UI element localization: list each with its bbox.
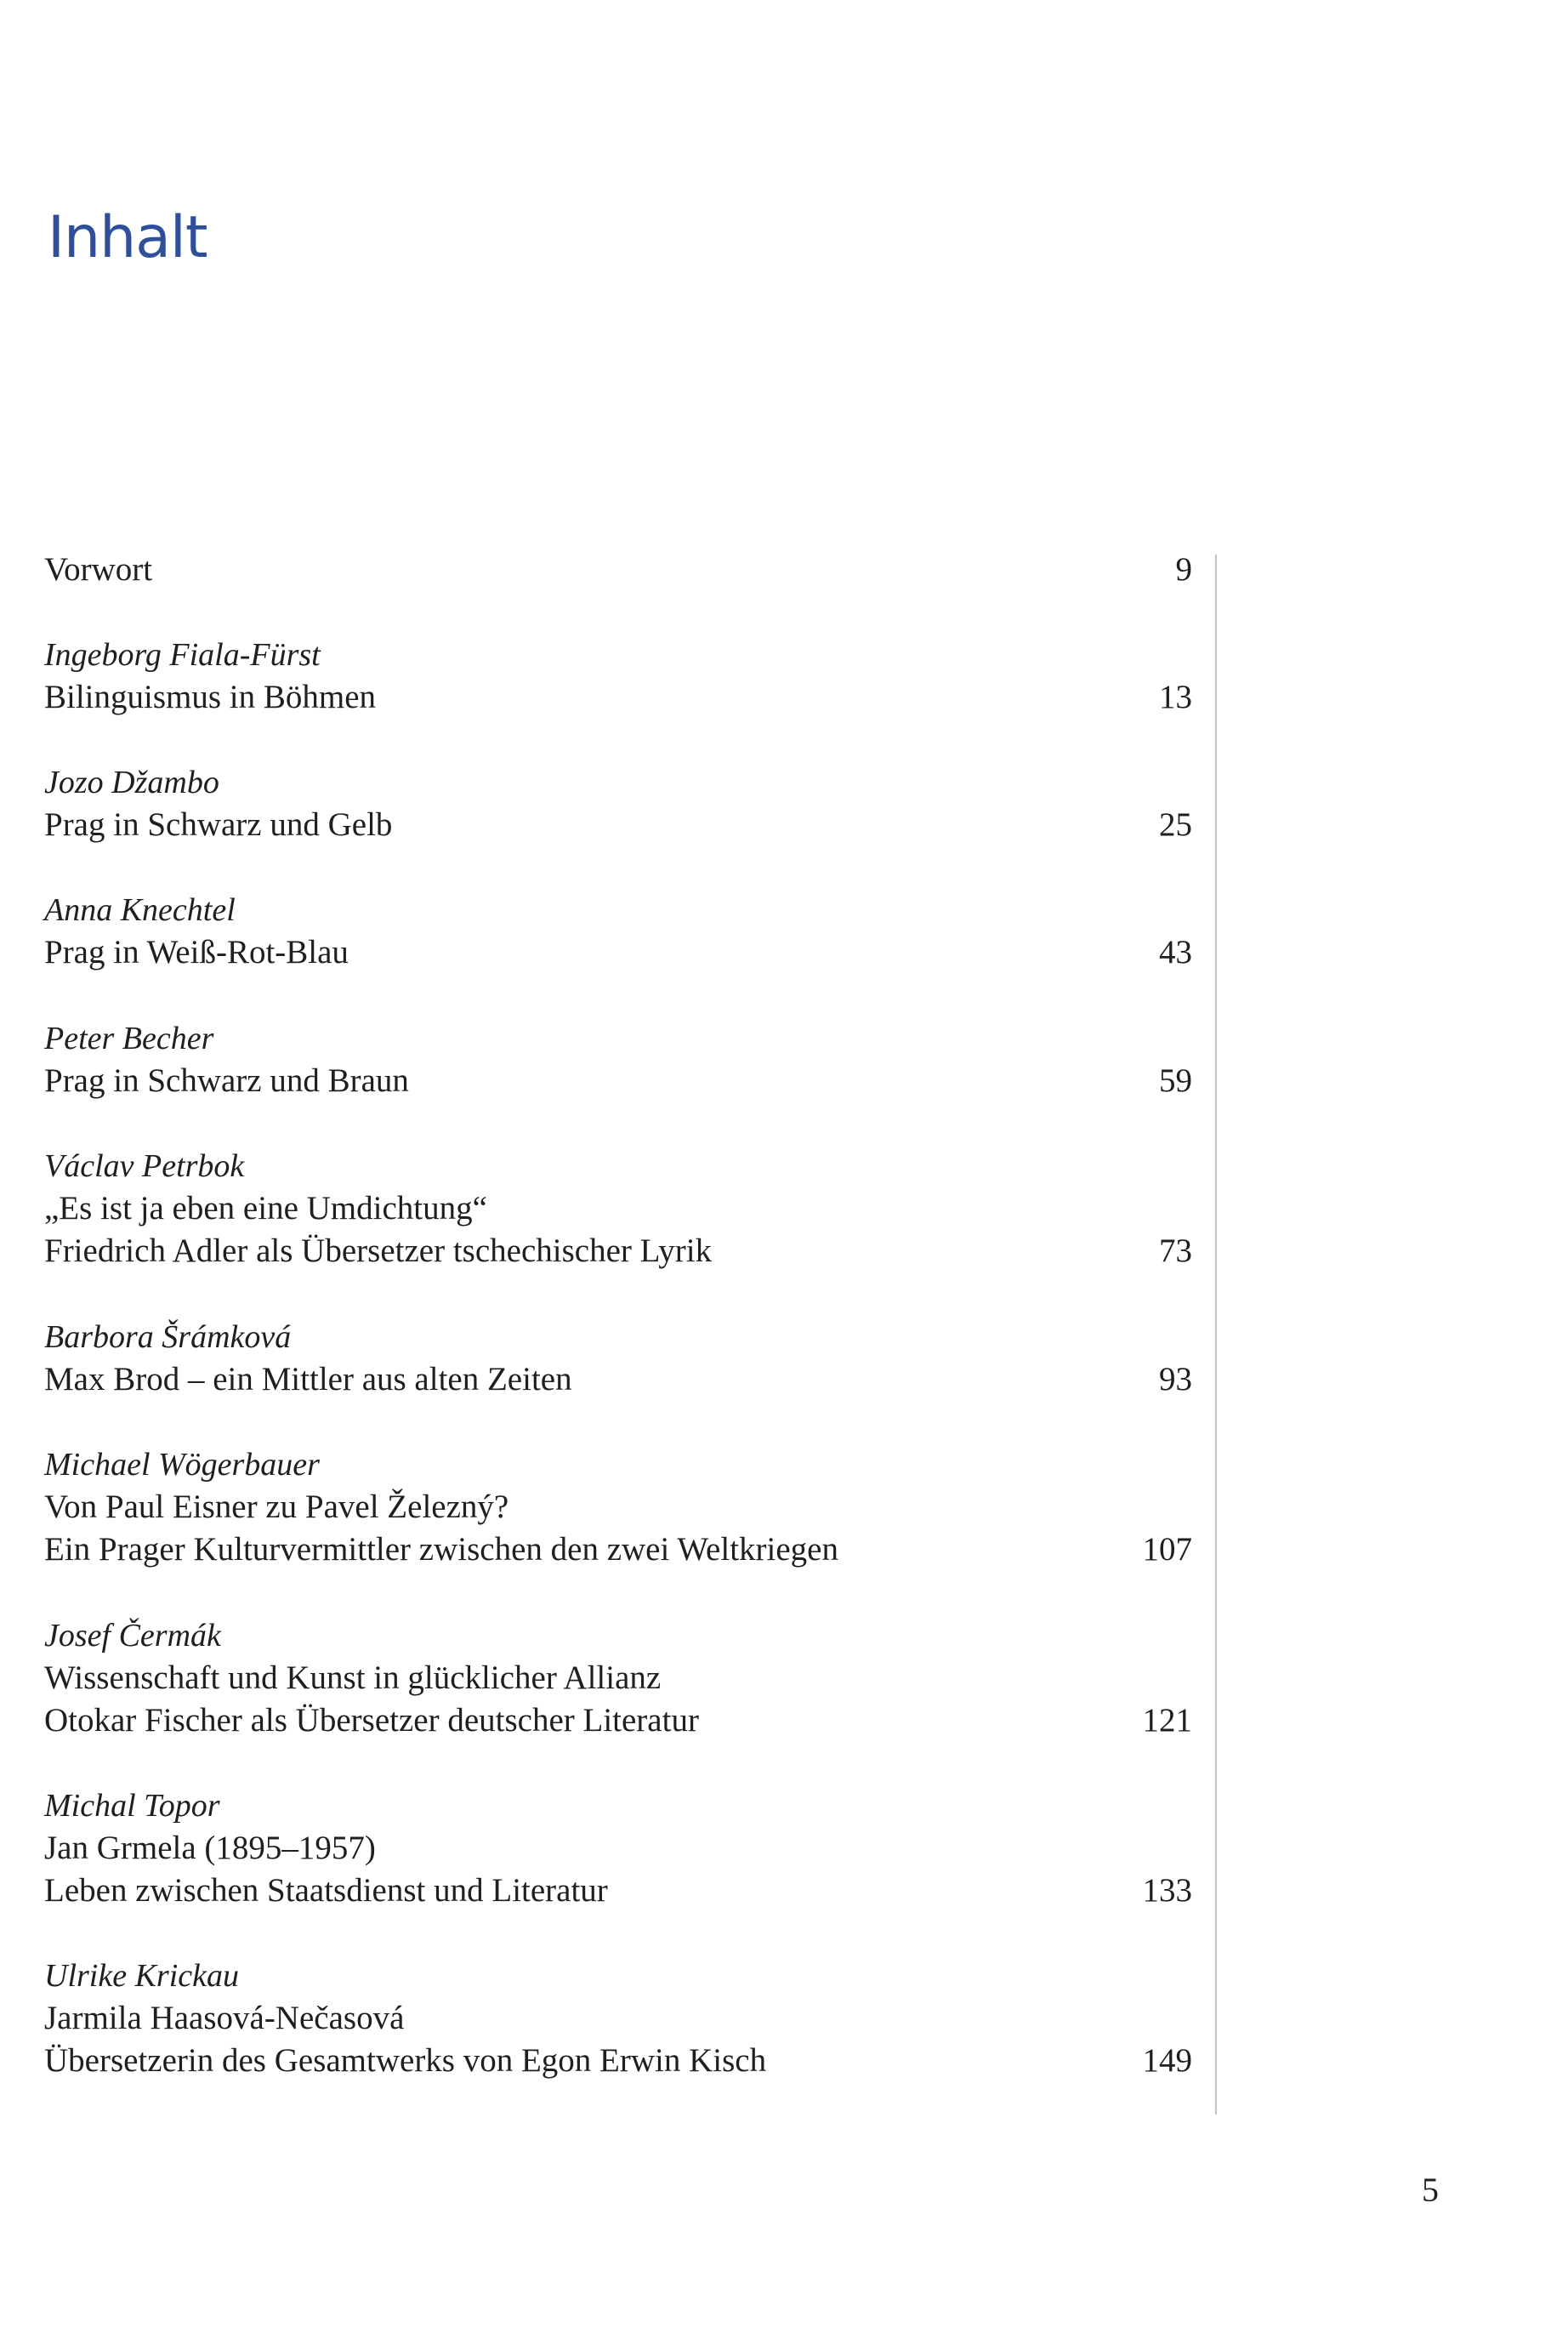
toc-entry xyxy=(44,549,1192,591)
entry-author: Peter Becher xyxy=(44,1021,214,1056)
entry-page-number: 93 xyxy=(1159,1361,1192,1397)
entry-subtitle: Otokar Fischer als Übersetzer deutscher Literatur xyxy=(44,1702,699,1739)
entry-title: Vorwort xyxy=(44,551,153,588)
toc-entry xyxy=(44,761,1192,846)
toc-line xyxy=(44,1060,1192,1102)
entry-author: Anna Knechtel xyxy=(44,892,236,928)
entry-page-number: 121 xyxy=(1142,1702,1192,1739)
toc-line xyxy=(44,1358,1192,1401)
toc-line xyxy=(44,1997,1192,2040)
entry-subtitle: Leben zwischen Staatsdienst und Literatur xyxy=(44,1872,608,1909)
toc-line xyxy=(44,1187,1192,1230)
entry-title: „Es ist ja eben eine Umdichtung“ xyxy=(44,1190,487,1227)
entry-author: Michal Topor xyxy=(44,1788,220,1824)
toc-line xyxy=(44,549,1192,591)
entry-author: Ingeborg Fiala-Fürst xyxy=(44,637,321,673)
page-number-rule xyxy=(1215,555,1217,2115)
entry-title: Max Brod – ein Mittler aus alten Zeiten xyxy=(44,1361,572,1397)
entry-page-number: 107 xyxy=(1142,1531,1192,1568)
toc-line xyxy=(44,2040,1192,2082)
entry-title: Jarmila Haasová-Nečasová xyxy=(44,2000,405,2036)
folio-page-number: 5 xyxy=(1422,2171,1439,2209)
entry-title: Jan Grmela (1895–1957) xyxy=(44,1830,376,1866)
entry-page-number: 59 xyxy=(1159,1062,1192,1099)
toc-line xyxy=(44,676,1192,719)
entry-subtitle: Übersetzerin des Gesamtwerks von Egon Erwin Kisch xyxy=(44,2042,767,2079)
toc-line xyxy=(44,1657,1192,1699)
toc-entry xyxy=(44,1614,1192,1742)
entry-title: Bilinguismus in Böhmen xyxy=(44,679,377,715)
entry-title: Prag in Schwarz und Gelb xyxy=(44,806,393,843)
entry-author: Ulrike Krickau xyxy=(44,1958,240,1994)
toc-entry xyxy=(44,1955,1192,2082)
entry-page-number: 9 xyxy=(1175,551,1192,588)
toc-entry xyxy=(44,1443,1192,1571)
entry-author: Václav Petrbok xyxy=(44,1148,245,1184)
toc-line xyxy=(44,1486,1192,1528)
toc-entry xyxy=(44,1017,1192,1102)
toc-line xyxy=(44,804,1192,846)
toc-line xyxy=(44,1528,1192,1571)
entry-page-number: 43 xyxy=(1159,934,1192,970)
page-title: Inhalt xyxy=(48,204,207,271)
entry-page-number: 149 xyxy=(1142,2042,1192,2079)
entry-author: Michael Wögerbauer xyxy=(44,1447,320,1483)
toc-line xyxy=(44,1230,1192,1272)
toc-entry xyxy=(44,889,1192,974)
toc-line xyxy=(44,1827,1192,1870)
entry-subtitle: Ein Prager Kulturvermittler zwischen den zwei Weltkriegen xyxy=(44,1531,838,1568)
entry-title: Von Paul Eisner zu Pavel Železný? xyxy=(44,1488,509,1525)
entry-title: Wissenschaft und Kunst in glücklicher Allianz xyxy=(44,1659,662,1696)
toc-line xyxy=(44,1870,1192,1912)
toc-entry xyxy=(44,1316,1192,1401)
entry-author: Jozo Džambo xyxy=(44,765,219,800)
entry-page-number: 13 xyxy=(1159,679,1192,715)
entry-title: Prag in Weiß-Rot-Blau xyxy=(44,934,349,970)
toc-entry xyxy=(44,1784,1192,1912)
entry-author: Barbora Šrámková xyxy=(44,1319,292,1355)
toc-line xyxy=(44,1699,1192,1742)
entry-title: Prag in Schwarz und Braun xyxy=(44,1062,409,1099)
toc-line xyxy=(44,931,1192,974)
toc-entry xyxy=(44,634,1192,719)
entry-page-number: 73 xyxy=(1159,1232,1192,1269)
entry-author: Josef Čermák xyxy=(44,1618,221,1654)
toc-entry xyxy=(44,1145,1192,1272)
entry-page-number: 133 xyxy=(1142,1872,1192,1909)
entry-subtitle: Friedrich Adler als Übersetzer tschechischer Lyrik xyxy=(44,1232,713,1269)
entry-page-number: 25 xyxy=(1159,806,1192,843)
